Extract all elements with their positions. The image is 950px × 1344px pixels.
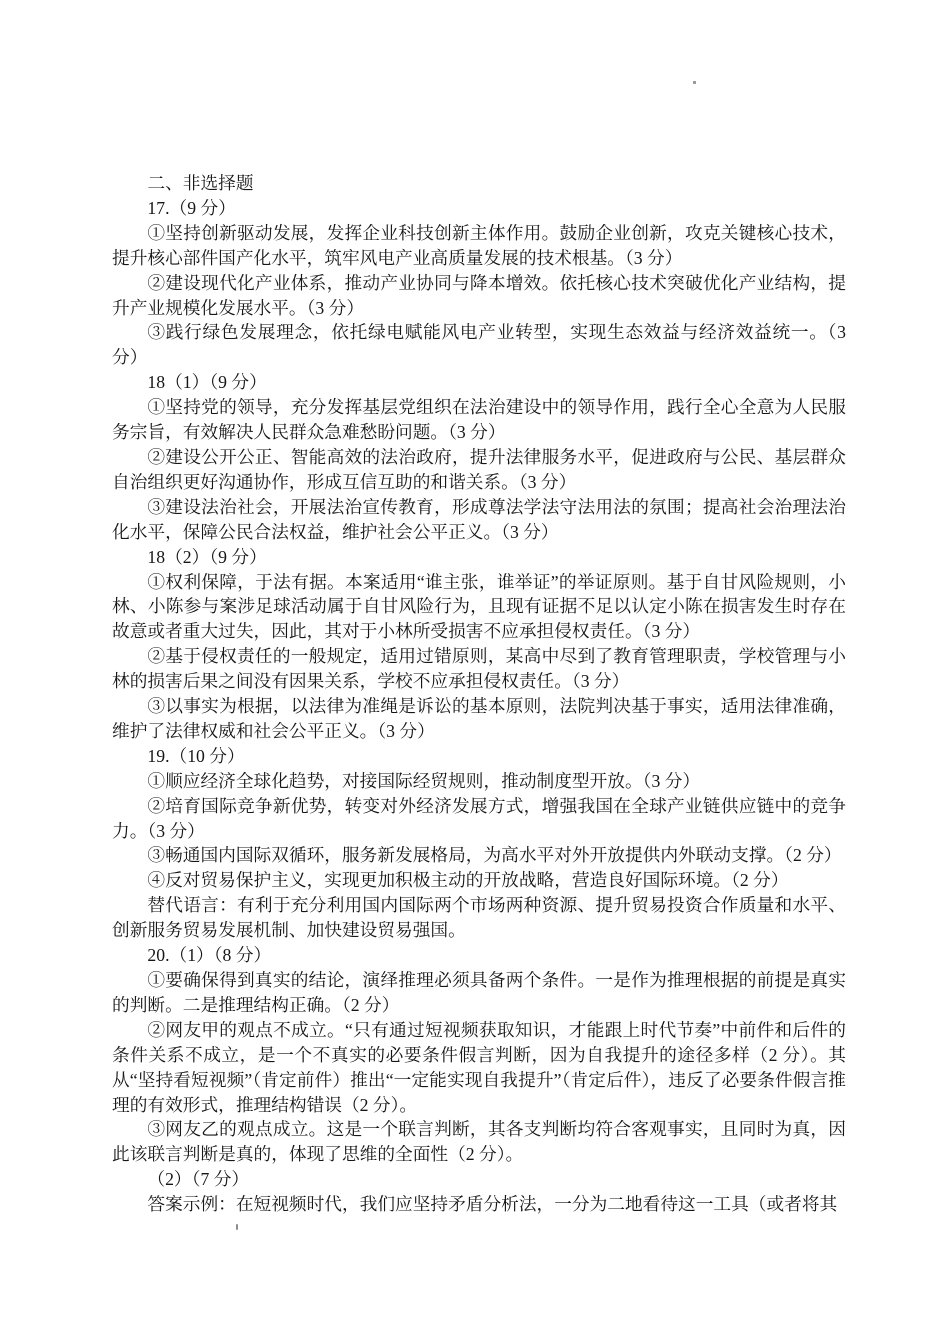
q18-2-point-2: ②基于侵权责任的一般规定，适用过错原则，某高中尽到了教育管理职责，学校管理与小林的损害后果之间没有因果关系，学校不应承担侵权责任。（3 分）: [112, 646, 846, 692]
q18-2-point-3: ③以事实为根据，以法律为准绳是诉讼的基本原则，法院判决基于事实，适用法律准确，维护了法律权威和社会公平正义。（3 分）: [112, 696, 846, 741]
q20-1-point-2: ②网友甲的观点不成立。“只有通过短视频获取知识，才能跟上时代节奏”中前件和后件的条件关系不成立，是一个不真实的必要条件假言判断，因为自我提升的途径多样（2 分）。其从“坚持看短视频”（肯定前件）推出“一定能实现自我提升”（肯定后件），违反了必要条件假言推理的有效形式，推理结构错误（2 分）。: [112, 1019, 846, 1115]
scan-artifact-mark-icon: [236, 1224, 238, 1230]
q18-1-header: 18（1）（9 分）: [147, 372, 267, 393]
q17-point-1: ①坚持创新驱动发展，发挥企业科技创新主体作用。鼓励企业创新，攻克关键核心技术，提升核心部件国产化水平，筑牢风电产业高质量发展的技术根基。（3 分）: [112, 222, 846, 268]
q19-alternative-language: 替代语言：有利于充分利用国内国际两个市场两种资源、提升贸易投资合作质量和水平、创新服务贸易发展机制、加快建设贸易强国。: [112, 895, 846, 941]
q19-point-2: ②培育国际竞争新优势，转变对外经济发展方式，增强我国在全球产业链供应链中的竞争力。（3 分）: [112, 795, 846, 841]
q18-2-header: 18（2）（9 分）: [147, 546, 267, 567]
q18-1-point-1: ①坚持党的领导，充分发挥基层党组织在法治建设中的领导作用，践行全心全意为人民服务宗旨，有效解决人民群众急难愁盼问题。（3 分）: [112, 397, 846, 443]
q20-2-answer-example: 答案示例：在短视频时代，我们应坚持矛盾分析法，一分为二地看待这一工具（或者将其: [147, 1194, 838, 1215]
q19-point-4: ④反对贸易保护主义，实现更加积极主动的开放战略，营造良好国际环境。（2 分）: [147, 870, 789, 891]
answer-sheet-text: [112, 171, 846, 1217]
q18-2-point-1: ①权利保障，于法有据。本案适用“谁主张，谁举证”的举证原则。基于自甘风险规则，小林、小陈参与案涉足球活动属于自甘风险行为，且现有证据不足以认定小陈在损害发生时存在故意或者重大过失，因此，其对于小林所受损害不应承担侵权责任。（3 分）: [112, 571, 846, 642]
q20-2-header: （2）（7 分）: [147, 1169, 250, 1190]
q17-point-3: ③践行绿色发展理念，依托绿电赋能风电产业转型，实现生态效益与经济效益统一。（3 分）: [112, 322, 846, 368]
scan-artifact-dot-icon: [693, 81, 696, 84]
q19-header: 19.（10 分）: [147, 745, 245, 766]
q18-1-point-3: ③建设法治社会，开展法治宣传教育，形成尊法学法守法用法的氛围；提高社会治理法治化水平，保障公民合法权益，维护社会公平正义。（3 分）: [112, 496, 846, 542]
q19-point-3: ③畅通国内国际双循环，服务新发展格局，为高水平对外开放提供内外联动支撑。（2 分）: [147, 845, 842, 866]
section-heading: 二、非选择题: [147, 173, 254, 193]
q20-1-point-3: ③网友乙的观点成立。这是一个联言判断，其各支判断均符合客观事实，且同时为真，因此该联言判断是真的，体现了思维的全面性（2 分）。: [112, 1119, 846, 1165]
q17-header: 17.（9 分）: [147, 197, 236, 218]
q20-1-point-1: ①要确保得到真实的结论，演绎推理必须具备两个条件。一是作为推理根据的前提是真实的判断。二是推理结构正确。（2 分）: [112, 970, 846, 1015]
q17-point-2: ②建设现代化产业体系，推动产业协同与降本增效。依托核心技术突破优化产业结构，提升产业规模化发展水平。（3 分）: [112, 272, 846, 318]
q19-point-1: ①顺应经济全球化趋势，对接国际经贸规则，推动制度型开放。（3 分）: [147, 770, 701, 791]
q20-1-header: 20.（1）（8 分）: [147, 945, 272, 966]
q18-1-point-2: ②建设公开公正、智能高效的法治政府，提升法律服务水平，促进政府与公民、基层群众自治组织更好沟通协作，形成互信互助的和谐关系。（3 分）: [112, 446, 846, 492]
